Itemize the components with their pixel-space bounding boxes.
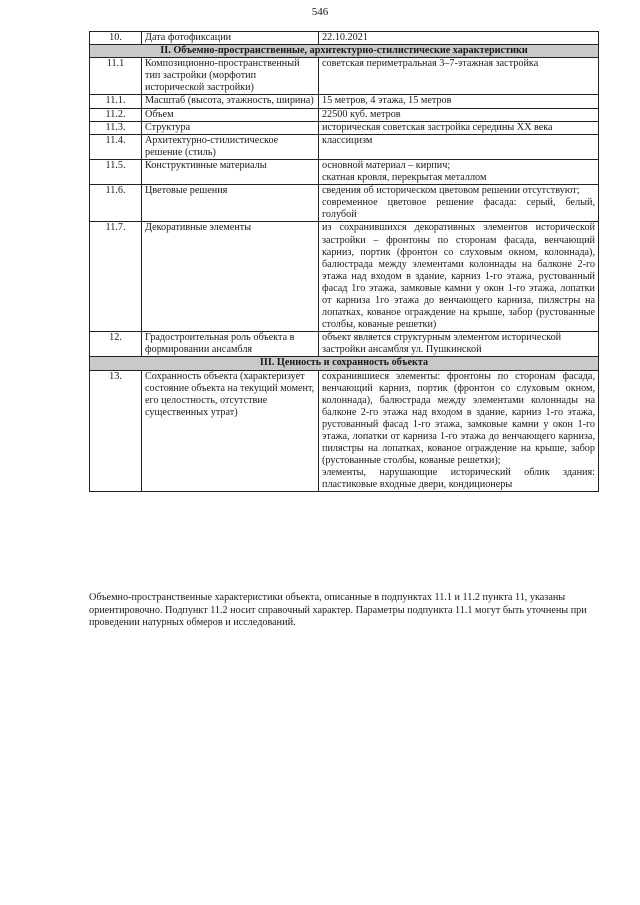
table-row — [90, 222, 599, 332]
row-number: 11.6. — [90, 185, 142, 222]
row-label: Конструктивные материалы — [142, 159, 319, 184]
row-number: 11.7. — [90, 222, 142, 332]
row-number: 12. — [90, 332, 142, 357]
section-title: II. Объемно-пространственные, архитектурно-стилистические характеристики — [90, 45, 599, 58]
row-number: 11.4. — [90, 134, 142, 159]
row-number: 13. — [90, 370, 142, 492]
row-label: Декоративные элементы — [142, 222, 319, 332]
page-number: 546 — [311, 6, 329, 18]
row-value: 22.10.2021 — [319, 32, 599, 45]
row-number: 11.1. — [90, 95, 142, 108]
table-row — [90, 32, 599, 45]
row-value: основной материал – кирпич; скатная кровля, перекрытая металлом — [319, 159, 599, 184]
row-label: Объем — [142, 108, 319, 121]
section-header-row — [90, 45, 599, 58]
row-value: из сохранившихся декоративных элементов исторической застройки – фронтоны по сторонам фасада, венчающий карниз, портик (фронтон со слуховым окном, колоннада), балюстрада между элементами колоннады на балконе 2-го этажа над входом в здание, карниз 1-го этажа, рустованный фасад 1го этажа, замковые камни у окон 1-го этажа, лопатки от карниза 1го этажа до венчающего карниза, пилястры на лопатках, кованое ограждение на крыше, забор (рустованные столбы, кованые решетки) — [319, 222, 599, 332]
row-label: Сохранность объекта (характеризует состояние объекта на текущий момент, его целостность, отсутствие существенных утрат) — [142, 370, 319, 492]
section-header-row — [90, 357, 599, 370]
row-label: Дата фотофиксации — [142, 32, 319, 45]
row-number: 11.5. — [90, 159, 142, 184]
row-value: классицизм — [319, 134, 599, 159]
row-value: историческая советская застройка середины XX века — [319, 121, 599, 134]
table-row — [90, 58, 599, 95]
row-label: Структура — [142, 121, 319, 134]
row-label: Композиционно-пространственный тип застройки (морфотип исторической застройки) — [142, 58, 319, 95]
table-row — [90, 134, 599, 159]
table-row — [90, 95, 599, 108]
row-label: Масштаб (высота, этажность, ширина) — [142, 95, 319, 108]
row-value: 15 метров, 4 этажа, 15 метров — [319, 95, 599, 108]
table-row — [90, 332, 599, 357]
table-row — [90, 121, 599, 134]
row-value: объект является структурным элементом исторической застройки ансамбля ул. Пушкинской — [319, 332, 599, 357]
characteristics-table — [89, 31, 599, 492]
row-label: Архитектурно-стилистическое решение (стиль) — [142, 134, 319, 159]
row-value: сохранившиеся элементы: фронтоны по сторонам фасада, венчающий карниз, портик (фронтон со слуховым окном, колоннада), балюстрада между элементами колоннады на балконе 2-го этажа над входом в здание, карниз 1-го этажа, рустованный фасад 1-го этажа, замковые камни у окон 1-го этажа, лопатки от карниза 1-го этажа до венчающего карниза, пилястры на лопатках, кованое ограждение на крыше, забор (рустованные столбы, кованые решетки); элементы, нарушающие исторический облик здания: пластиковые входные двери, кондиционеры — [319, 370, 599, 492]
row-number: 11.1 — [90, 58, 142, 95]
row-value: сведения об историческом цветовом решении отсутствуют; современное цветовое решение фасада: серый, белый, голубой — [319, 185, 599, 222]
table-row — [90, 108, 599, 121]
row-label: Градостроительная роль объекта в формировании ансамбля — [142, 332, 319, 357]
row-label: Цветовые решения — [142, 185, 319, 222]
row-value: 22500 куб. метров — [319, 108, 599, 121]
section-title: III. Ценность и сохранность объекта — [90, 357, 599, 370]
table-row — [90, 370, 599, 492]
table-row — [90, 185, 599, 222]
row-value: советская периметральная 3–7-этажная застройка — [319, 58, 599, 95]
table-row — [90, 159, 599, 184]
row-number: 10. — [90, 32, 142, 45]
footnote-text: Объемно-пространственные характеристики объекта, описанные в подпунктах 11.1 и 11.2 пункта 11, указаны ориентировочно. Подпункт 11.2 носит справочный характер. Параметры подпункта 11.1 могут быть уточнены при проведении натурных обмеров и исследований. — [89, 592, 587, 629]
row-number: 11.2. — [90, 108, 142, 121]
row-number: 11.3. — [90, 121, 142, 134]
